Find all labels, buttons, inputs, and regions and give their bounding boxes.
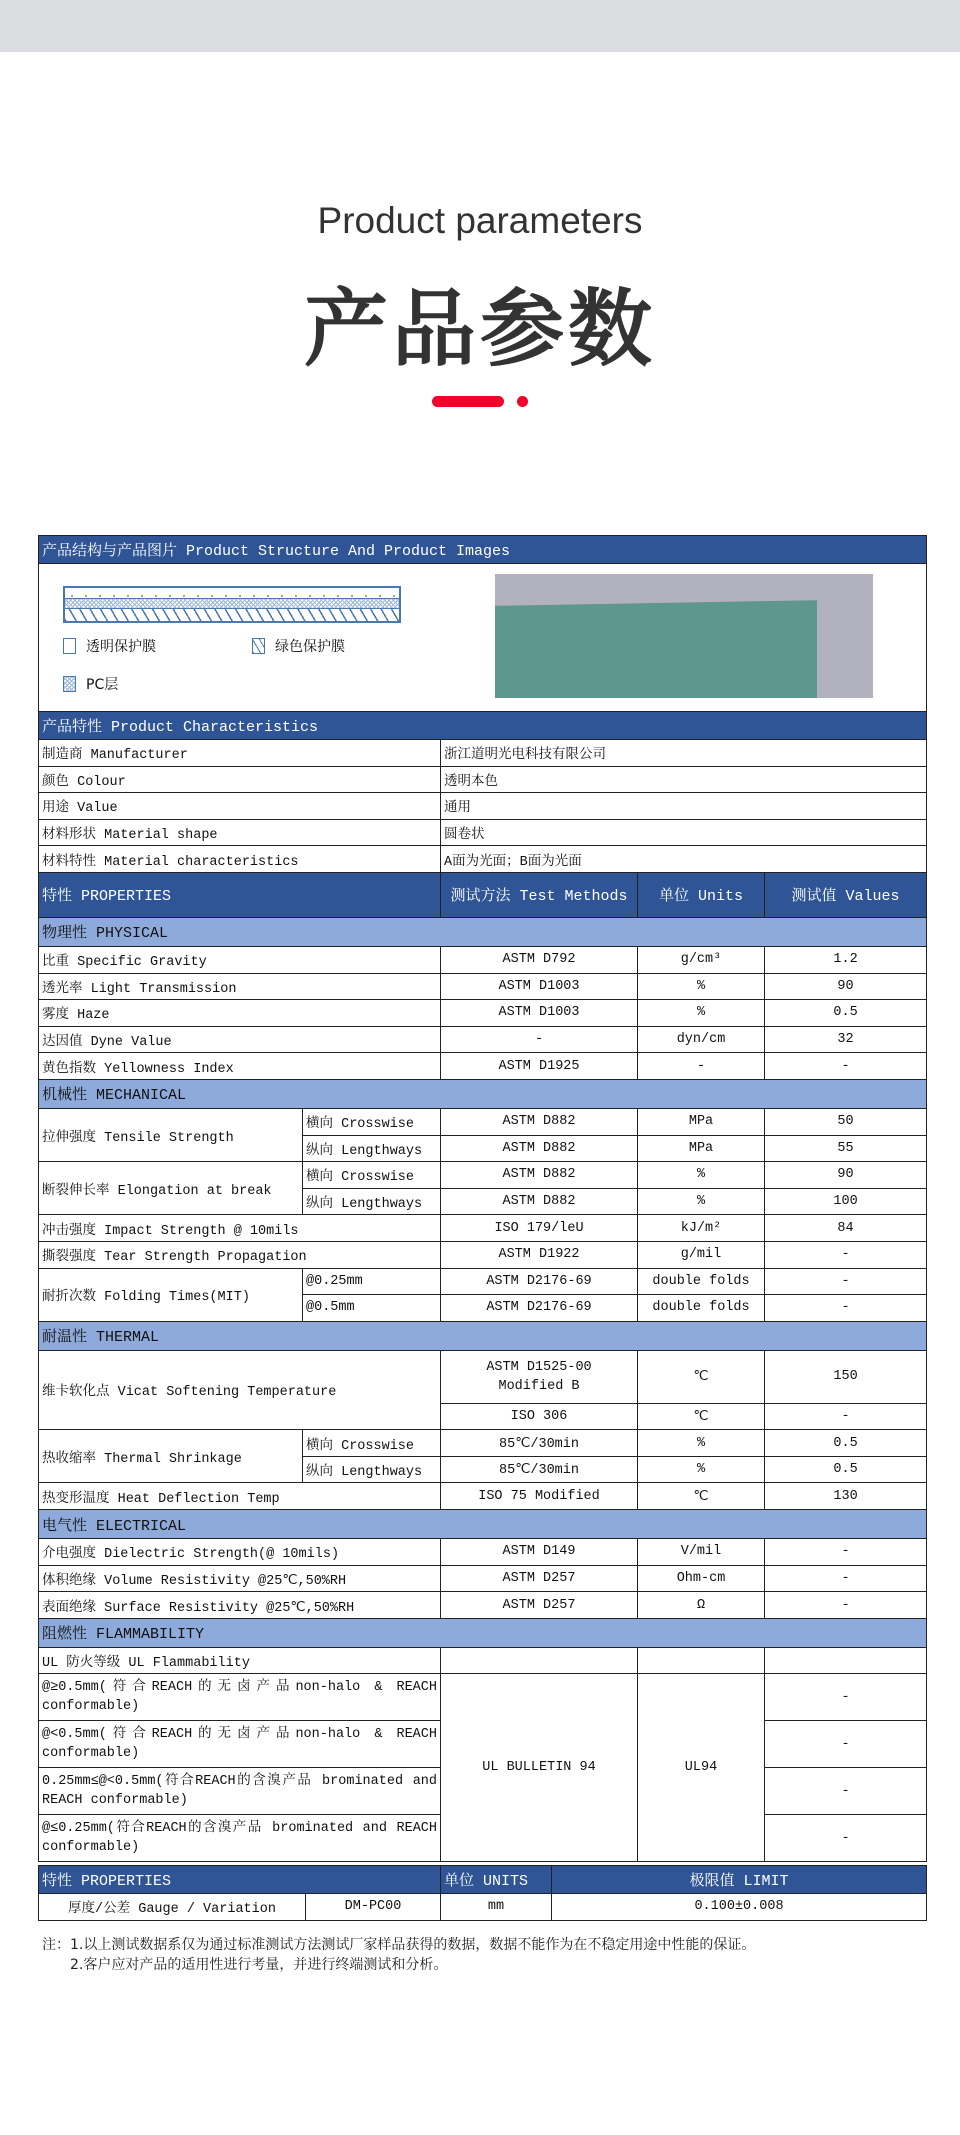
column-header-values: 测试值 Values: [765, 872, 927, 917]
property-name: 热收缩率 Thermal Shrinkage: [39, 1430, 303, 1483]
unit: UL94: [638, 1674, 765, 1862]
table-row: [39, 846, 927, 873]
test-method: ASTM D882: [441, 1135, 638, 1162]
value: 0.5: [765, 1430, 927, 1457]
characteristic-value: 圆卷状: [441, 819, 927, 846]
legend-label: 透明保护膜: [86, 639, 156, 655]
value: -: [765, 1053, 927, 1080]
table-row: [39, 536, 927, 564]
table-row: [39, 1026, 927, 1053]
characteristic-value: 透明本色: [441, 766, 927, 793]
value: -: [765, 1565, 927, 1592]
unit: %: [638, 1000, 765, 1027]
value: 150: [765, 1350, 927, 1403]
gauge-table: [38, 1865, 927, 1921]
value: -: [765, 1539, 927, 1566]
unit: %: [638, 973, 765, 1000]
note-2: 2.客户应对产品的适用性进行考量，并进行终端测试和分析。: [70, 1957, 448, 1973]
table-row: [39, 1215, 927, 1242]
unit: double folds: [638, 1295, 765, 1322]
gauge-unit: mm: [441, 1894, 552, 1921]
test-method: ASTM D257: [441, 1592, 638, 1619]
value: 55: [765, 1135, 927, 1162]
legend-pc-layer: [63, 674, 118, 694]
value: 130: [765, 1483, 927, 1510]
value: -: [765, 1815, 927, 1862]
title-underline: [432, 396, 504, 407]
value: 50: [765, 1108, 927, 1135]
test-method: ASTM D1925: [441, 1053, 638, 1080]
unit: ℃: [638, 1350, 765, 1403]
test-method: ASTM D257: [441, 1565, 638, 1592]
dotted-swatch-icon: [63, 638, 76, 654]
test-method: ISO 179/leU: [441, 1215, 638, 1242]
property-name: 耐折次数 Folding Times(MIT): [39, 1268, 303, 1321]
table-row: [39, 1000, 927, 1027]
value: 90: [765, 1162, 927, 1189]
test-method: ISO 306: [441, 1403, 638, 1430]
unit: Ω: [638, 1592, 765, 1619]
property-name: @≥0.5mm(符合REACH的无卤产品non-halo & REACH conformable): [39, 1674, 441, 1721]
column-header-units: 单位 Units: [638, 872, 765, 917]
test-method: ASTM D149: [441, 1539, 638, 1566]
test-method: -: [441, 1026, 638, 1053]
value: -: [765, 1241, 927, 1268]
test-method: ASTM D882: [441, 1188, 638, 1215]
property-name: 雾度 Haze: [39, 1000, 441, 1027]
unit: kJ/m²: [638, 1215, 765, 1242]
characteristic-value: 浙江道明光电科技有限公司: [441, 740, 927, 767]
table-row: [39, 1079, 927, 1108]
unit: MPa: [638, 1135, 765, 1162]
property-name: 比重 Specific Gravity: [39, 946, 441, 973]
section-header-structure: 产品结构与产品图片 Product Structure And Product Images: [39, 536, 927, 564]
table-row: [39, 1053, 927, 1080]
test-method: 85℃/30min: [441, 1456, 638, 1483]
parameters-table: [38, 535, 927, 1862]
property-sub: @0.5mm: [303, 1295, 441, 1322]
test-method: ISO 75 Modified: [441, 1483, 638, 1510]
unit: -: [638, 1053, 765, 1080]
unit: dyn/cm: [638, 1026, 765, 1053]
property-name: 拉伸强度 Tensile Strength: [39, 1108, 303, 1161]
unit: %: [638, 1456, 765, 1483]
table-cell: [765, 1647, 927, 1674]
legend-label: PC层: [86, 677, 119, 693]
legend-label: 绿色保护膜: [275, 639, 345, 655]
note-1: 注：1.以上测试数据系仅为通过标准测试方法测试厂家样品获得的数据，数据不能作为在不稳定用途中性能的保证。: [42, 1937, 756, 1953]
unit: %: [638, 1162, 765, 1189]
unit: %: [638, 1188, 765, 1215]
page-title-cn: 产品参数: [303, 280, 656, 378]
unit: %: [638, 1430, 765, 1457]
value: 90: [765, 973, 927, 1000]
table-cell: [441, 1647, 638, 1674]
unit: MPa: [638, 1108, 765, 1135]
table-row: [39, 1618, 927, 1647]
property-sub: 横向 Crosswise: [303, 1430, 441, 1457]
property-name: 冲击强度 Impact Strength @ 10mils: [39, 1215, 441, 1242]
value: -: [765, 1721, 927, 1768]
characteristic-label: 制造商 Manufacturer: [39, 740, 441, 767]
value: -: [765, 1268, 927, 1295]
gauge-header-limit: 极限值 LIMIT: [552, 1866, 927, 1894]
gauge-model: DM-PC00: [306, 1894, 441, 1921]
value: 84: [765, 1215, 927, 1242]
gauge-header-units: 单位 UNITS: [441, 1866, 552, 1894]
test-method: ASTM D1003: [441, 1000, 638, 1027]
value: -: [765, 1295, 927, 1322]
characteristic-label: 颜色 Colour: [39, 766, 441, 793]
section-header-flammability: 阻燃性 FLAMMABILITY: [39, 1618, 927, 1647]
value: 100: [765, 1188, 927, 1215]
test-method: 85℃/30min: [441, 1430, 638, 1457]
unit: Ohm-cm: [638, 1565, 765, 1592]
table-row: [39, 1483, 927, 1510]
column-header-methods: 测试方法 Test Methods: [441, 872, 638, 917]
value: 1.2: [765, 946, 927, 973]
gauge-value: 0.100±0.008: [552, 1894, 927, 1921]
legend-green-film: [252, 636, 345, 656]
gauge-header-properties: 特性 PROPERTIES: [39, 1866, 441, 1894]
section-header-physical: 物理性 PHYSICAL: [39, 917, 927, 946]
table-row: [39, 872, 927, 917]
layer-diagram: [63, 586, 401, 623]
unit: g/cm³: [638, 946, 765, 973]
unit: double folds: [638, 1268, 765, 1295]
section-header-electrical: 电气性 ELECTRICAL: [39, 1510, 927, 1539]
test-method: UL BULLETIN 94: [441, 1674, 638, 1862]
table-row: [39, 1430, 927, 1457]
property-name: 0.25mm≤@<0.5mm(符合REACH的含溴产品 brominated and REACH conformable): [39, 1768, 441, 1815]
value: -: [765, 1674, 927, 1721]
page-title-en: Product parameters: [317, 200, 643, 241]
property-name: 维卡软化点 Vicat Softening Temperature: [39, 1350, 441, 1430]
table-row: [39, 1350, 927, 1403]
value: -: [765, 1592, 927, 1619]
property-name: 表面绝缘 Surface Resistivity @25℃,50%RH: [39, 1592, 441, 1619]
hatched-swatch-icon: [252, 638, 265, 654]
table-row: [39, 1510, 927, 1539]
table-row: [39, 1565, 927, 1592]
table-row: [39, 766, 927, 793]
property-sub: 横向 Crosswise: [303, 1162, 441, 1189]
test-method: ASTM D1922: [441, 1241, 638, 1268]
test-method: ASTM D882: [441, 1108, 638, 1135]
table-row: [39, 819, 927, 846]
test-method: ASTM D2176-69: [441, 1268, 638, 1295]
table-row: [39, 1108, 927, 1135]
test-method: ASTM D792: [441, 946, 638, 973]
table-row: [39, 793, 927, 820]
property-name: 撕裂强度 Tear Strength Propagation: [39, 1241, 441, 1268]
unit: ℃: [638, 1483, 765, 1510]
table-cell: [638, 1647, 765, 1674]
crosshatch-swatch-icon: [63, 676, 76, 692]
table-row: [39, 917, 927, 946]
table-row: [39, 973, 927, 1000]
property-name: 热变形温度 Heat Deflection Temp: [39, 1483, 441, 1510]
table-row: [39, 946, 927, 973]
product-photo: [495, 574, 873, 698]
test-method: ASTM D1525-00 Modified B: [441, 1350, 638, 1403]
column-header-properties: 特性 PROPERTIES: [39, 872, 441, 917]
table-row: [39, 1592, 927, 1619]
test-method: ASTM D882: [441, 1162, 638, 1189]
table-row: [39, 1241, 927, 1268]
table-row: [39, 1321, 927, 1350]
table-row: [39, 1162, 927, 1189]
characteristic-label: 材料形状 Material shape: [39, 819, 441, 846]
table-row: [39, 1647, 927, 1674]
characteristic-value: A面为光面；B面为光面: [441, 846, 927, 873]
section-header-characteristics: 产品特性 Product Characteristics: [39, 712, 927, 740]
property-name: 断裂伸长率 Elongation at break: [39, 1162, 303, 1215]
property-sub: 纵向 Lengthways: [303, 1135, 441, 1162]
unit: ℃: [638, 1403, 765, 1430]
property-name: 透光率 Light Transmission: [39, 973, 441, 1000]
property-sub: 纵向 Lengthways: [303, 1188, 441, 1215]
table-row: [39, 1268, 927, 1295]
property-name: 体积绝缘 Volume Resistivity @25℃,50%RH: [39, 1565, 441, 1592]
notes: [42, 1935, 755, 1975]
property-sub: 纵向 Lengthways: [303, 1456, 441, 1483]
title-dot: [517, 396, 528, 407]
property-name: 达因值 Dyne Value: [39, 1026, 441, 1053]
value: 0.5: [765, 1000, 927, 1027]
property-name: @<0.5mm(符合REACH的无卤产品non-halo & REACH conformable): [39, 1721, 441, 1768]
table-row: [39, 740, 927, 767]
characteristic-value: 通用: [441, 793, 927, 820]
value: 0.5: [765, 1456, 927, 1483]
legend-clear-film: [63, 636, 156, 656]
section-header-mechanical: 机械性 MECHANICAL: [39, 1079, 927, 1108]
property-name: 黄色指数 Yellowness Index: [39, 1053, 441, 1080]
property-name: UL 防火等级 UL Flammability: [39, 1647, 441, 1674]
unit: g/mil: [638, 1241, 765, 1268]
table-row: [39, 1674, 927, 1721]
test-method: ASTM D2176-69: [441, 1295, 638, 1322]
top-band: [0, 0, 960, 52]
unit: V/mil: [638, 1539, 765, 1566]
characteristic-label: 用途 Value: [39, 793, 441, 820]
property-name: 介电强度 Dielectric Strength(@ 10mils): [39, 1539, 441, 1566]
table-row: [39, 564, 927, 712]
test-method: ASTM D1003: [441, 973, 638, 1000]
characteristic-label: 材料特性 Material characteristics: [39, 846, 441, 873]
table-row: [39, 1539, 927, 1566]
value: -: [765, 1768, 927, 1815]
property-sub: 横向 Crosswise: [303, 1108, 441, 1135]
value: -: [765, 1403, 927, 1430]
property-name: @≤0.25mm(符合REACH的含溴产品 brominated and REACH conformable): [39, 1815, 441, 1862]
value: 32: [765, 1026, 927, 1053]
structure-images: [39, 564, 927, 712]
property-sub: @0.25mm: [303, 1268, 441, 1295]
gauge-name: 厚度/公差 Gauge / Variation: [39, 1894, 306, 1921]
section-header-thermal: 耐温性 THERMAL: [39, 1321, 927, 1350]
table-row: [39, 712, 927, 740]
